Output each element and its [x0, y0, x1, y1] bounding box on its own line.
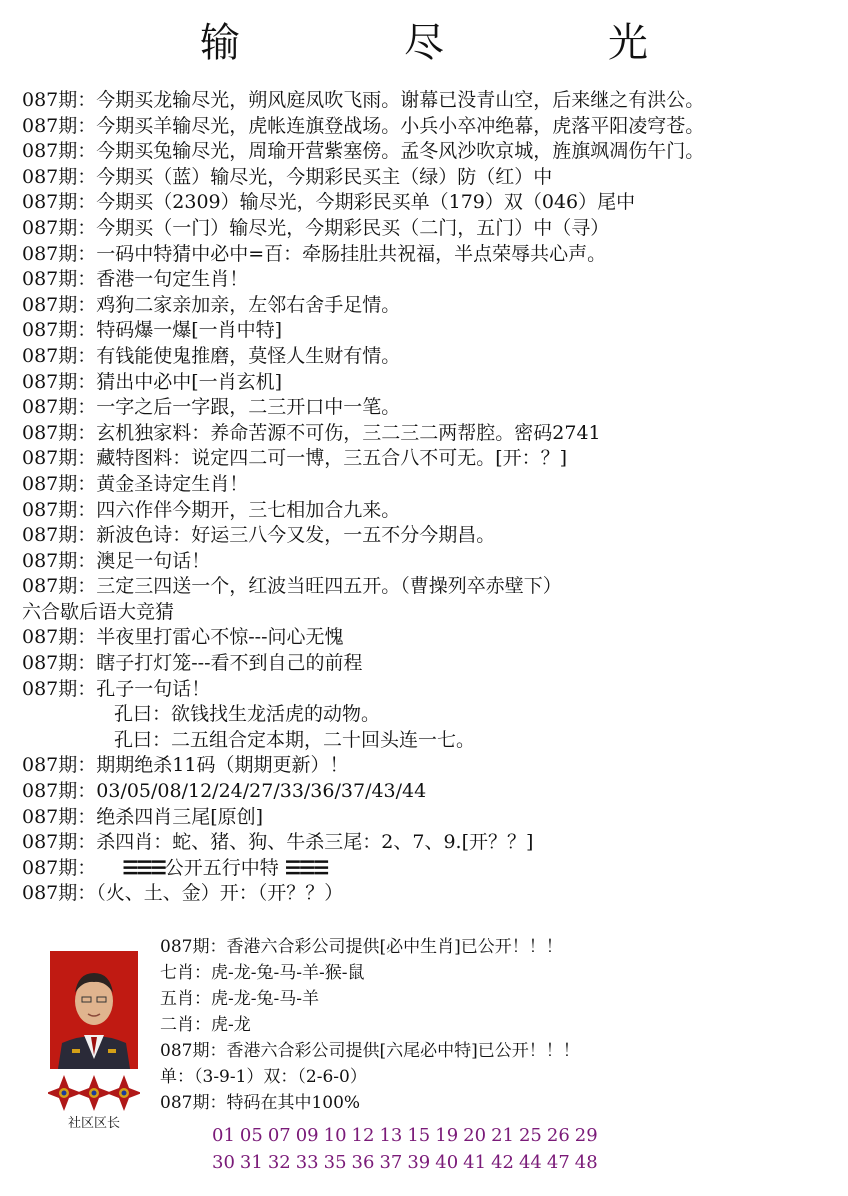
- portrait-illustration: [50, 951, 138, 1069]
- number-cell: 41: [463, 1152, 487, 1173]
- number-cell: 37: [379, 1152, 403, 1173]
- info-line: 七肖：虎-龙-兔-马-羊-猴-鼠: [160, 963, 365, 983]
- number-cell: 15: [407, 1125, 431, 1146]
- number-cell: 44: [518, 1152, 542, 1173]
- community-leader-block: [44, 948, 144, 1138]
- text-line: 087期：一码中特猜中必中=百：牵肠挂肚共祝福，半点荣辱共心声。: [22, 242, 607, 265]
- text-line: 087期：半夜里打雷心不惊---问心无愧: [22, 626, 344, 649]
- number-cell: 07: [267, 1125, 291, 1146]
- number-cell: 20: [463, 1125, 487, 1146]
- special-numbers: [212, 1122, 832, 1176]
- wuxing-line: [22, 856, 842, 882]
- info-line: 五肖：虎-龙-兔-马-羊: [160, 989, 319, 1009]
- info-line: 087期：特码在其中100%: [160, 1093, 361, 1113]
- text-line: 087期：今期买羊输尽光，虎帐连旗登战场。小兵小卒冲绝幕，虎落平阳凌穹苍。: [22, 114, 705, 137]
- info-line: 087期：香港六合彩公司提供[必中生肖]已公开！！！: [160, 937, 563, 957]
- text-line: 087期：（火、土、金）开：（开？？）: [22, 882, 344, 905]
- prediction-lines: [22, 88, 842, 907]
- text-line: 087期：猜出中必中[一肖玄机]: [22, 370, 283, 393]
- info-line: 二肖：虎-龙: [160, 1015, 251, 1035]
- number-cell: 19: [435, 1125, 459, 1146]
- text-line: 087期：香港一句定生肖！: [22, 268, 249, 291]
- number-cell: 42: [491, 1152, 514, 1173]
- medal-icon: [48, 1072, 140, 1114]
- text-line: 087期：黄金圣诗定生肖！: [22, 472, 249, 495]
- indented-line: [22, 702, 842, 728]
- info-line: 087期：香港六合彩公司提供[六尾必中特]已公开！！！: [160, 1041, 580, 1061]
- text-line: 087期：四六作伴今期开，三七相加合九来。: [22, 498, 401, 521]
- confucius-quote: 孔曰：二五组合定本期，二十回头连一七。: [114, 728, 476, 751]
- text-line: 087期：期期绝杀11码（期期更新）！: [22, 754, 349, 777]
- text-line: 087期：有钱能使鬼推磨，莫怪人生财有情。: [22, 344, 401, 367]
- text-line: 087期：今期买龙输尽光，朔风庭凤吹飞雨。谢幕已没青山空，后来继之有洪公。: [22, 89, 705, 111]
- text-line: 087期：玄机独家料：养命苦源不可伤，三二三二两帮腔。密码2741: [22, 421, 601, 444]
- number-cell: 13: [379, 1125, 403, 1146]
- number-cell: 05: [239, 1125, 263, 1146]
- info-line: 单：（3-9-1）双：（2-6-0）: [160, 1067, 367, 1087]
- wuxing-text: 公开五行中特: [164, 856, 279, 879]
- number-cell: 25: [518, 1125, 542, 1146]
- page-title: 输 尽 光: [200, 20, 710, 66]
- text-line: 087期：孔子一句话！: [22, 677, 211, 700]
- confucius-quote: 孔曰：欲钱找生龙活虎的动物。: [114, 703, 381, 726]
- text-line: 087期：一字之后一字跟，二三开口中一笔。: [22, 396, 401, 419]
- number-cell: 12: [351, 1125, 375, 1146]
- number-cell: 10: [323, 1125, 347, 1146]
- number-cell: 32: [267, 1152, 291, 1173]
- text-line: 087期：杀四肖：蛇、猪、狗、牛杀三尾：2、7、9.[开？？]: [22, 831, 534, 854]
- number-cell: 09: [295, 1125, 319, 1146]
- text-line: 087期：藏特图料：说定四二可一博，三五合八不可无。[开：？]: [22, 447, 568, 470]
- number-cell: 36: [351, 1152, 375, 1173]
- number-row: [212, 1122, 832, 1149]
- text-line: 087期：新波色诗：好运三八今又发，一五不分今期昌。: [22, 524, 496, 547]
- number-cell: 35: [323, 1152, 347, 1173]
- number-cell: 01: [212, 1125, 235, 1146]
- text-line: 087期：三定三四送一个，红波当旺四五开。（曹操列卒赤壁下）: [22, 575, 562, 598]
- wuxing-prefix: 087期：: [22, 856, 97, 879]
- info-block: [160, 934, 840, 1116]
- text-line: 087期：澳足一句话！: [22, 549, 211, 572]
- number-cell: 47: [546, 1152, 570, 1173]
- text-line: 087期：绝杀四肖三尾[原创]: [22, 805, 264, 828]
- text-line: 087期：瞎子打灯笼---看不到自己的前程: [22, 652, 363, 675]
- medal-badges: [48, 1072, 140, 1114]
- portrait-image: [50, 951, 138, 1069]
- number-cell: 21: [491, 1125, 514, 1146]
- number-cell: 48: [574, 1152, 598, 1173]
- text-line: 087期：今期买（一门）输尽光，今期彩民买（二门，五门）中（寻）: [22, 216, 610, 239]
- text-line: 087期：特码爆一爆[一肖中特]: [22, 319, 283, 342]
- number-row: [212, 1149, 832, 1176]
- number-cell: 39: [407, 1152, 431, 1173]
- text-line: 087期：今期买兔输尽光，周瑜开营紫塞傍。孟冬风沙吹京城，旌旗飒凋伤午门。: [22, 140, 705, 163]
- indented-line: [22, 728, 842, 754]
- number-cell: 29: [574, 1125, 598, 1146]
- text-line: 087期：鸡狗二家亲加亲，左邻右舍手足情。: [22, 293, 401, 316]
- number-cell: 26: [546, 1125, 570, 1146]
- section-heading: 六合歇后语大竞猜: [22, 600, 175, 623]
- portrait-caption: 社区区长: [67, 1116, 120, 1131]
- number-cell: 40: [435, 1152, 459, 1173]
- number-cell: 31: [239, 1152, 263, 1173]
- trigram-bars-right: ☰☰☰: [284, 857, 328, 879]
- number-cell: 33: [295, 1152, 319, 1173]
- text-line: 087期：03/05/08/12/24/27/33/36/37/43/44: [22, 780, 427, 803]
- text-line: 087期：今期买（蓝）输尽光，今期彩民买主（绿）防（红）中: [22, 165, 553, 188]
- number-cell: 30: [212, 1152, 235, 1173]
- trigram-bars-left: ☰☰☰: [122, 857, 165, 879]
- text-line: 087期：今期买（2309）输尽光，今期彩民买单（179）双（046）尾中: [22, 191, 636, 214]
